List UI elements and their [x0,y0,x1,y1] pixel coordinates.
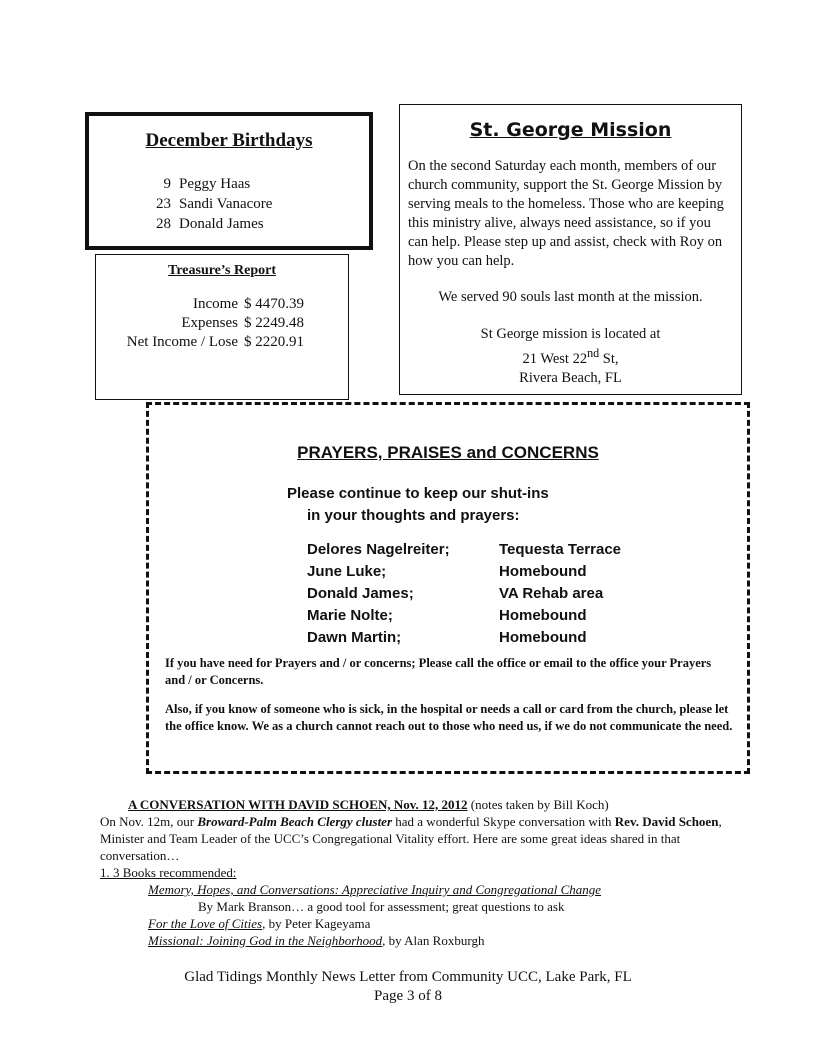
book-entry [100,932,740,949]
mission-location-line1: St George mission is located at [480,326,661,342]
birthdays-title: December Birthdays [145,130,313,151]
conversation-heading: A CONVERSATION WITH DAVID SCHOEN, Nov. 12, 2012 [128,797,468,812]
shut-in-name: Delores Nagelreiter; [307,541,450,558]
birthday-name: Peggy Haas [179,176,251,192]
treasure-report-title: Treasure’s Report [168,263,276,278]
conversation-section [100,796,740,949]
newsletter-name: Glad Tidings Monthly News Letter from Community UCC, Lake Park, FL [184,969,632,985]
birthday-entry [145,194,272,214]
prayers-note-sick: Also, if you know of someone who is sick, in the hospital or needs a call or card from the church, please let the office know. We as a church cannot reach out to those who need us, if we do not communicate the need. [165,702,733,733]
prayers-box [146,402,750,774]
conversation-intro [100,813,740,864]
treasure-value: $ 2220.91 [244,334,304,350]
book-author: , by Peter Kageyama [262,916,371,931]
intro-text: On Nov. 12m, our [100,814,198,829]
book-author: , by Alan Roxburgh [382,933,485,948]
shut-in-row [307,539,621,561]
birthday-day: 9 [163,176,171,192]
prayers-note-contact: If you have need for Prayers and / or concerns; Please call the office or email to the office your Prayers and / or Concerns. [165,656,712,687]
mission-address-suffix: St, [599,350,619,367]
shut-in-row [307,583,621,605]
birthday-entry [145,214,272,234]
birthday-day: 28 [156,216,171,232]
treasure-label: Income [193,296,238,312]
mission-address-sup: nd [587,346,600,360]
page-number: Page 3 of 8 [374,988,442,1004]
mission-title: St. George Mission [469,119,672,141]
shut-in-place: Tequesta Terrace [499,541,621,558]
mission-location-line2 [400,344,741,369]
intro-text: had a wonderful Skype conversation with [392,814,615,829]
clergy-cluster: Broward-Palm Beach Clergy cluster [197,814,393,829]
mission-paragraph: On the second Saturday each month, members of our church community, support the St. George Mission by serving meals to the homeless. Those who are keeping this ministry alive, always need assistance, so if you can help. Please step up and assist, check with Roy on how you can help. [408,158,724,269]
mission-address-street: 21 West 22 [522,350,588,367]
treasure-report-rows [106,295,304,352]
mission-location-line3: Rivera Beach, FL [519,369,622,386]
books-list-heading: 1. 3 Books recommended: [100,865,237,880]
birthday-name: Donald James [179,216,264,232]
treasure-value: $ 4470.39 [244,296,304,312]
treasure-value: $ 2249.48 [244,315,304,331]
prayers-subtitle-line1: Please continue to keep our shut-ins [287,485,549,502]
shut-in-row [307,627,621,649]
book-title: Memory, Hopes, and Conversations: Appreciative Inquiry and Congregational Change [148,882,602,897]
shut-in-place: Homebound [499,629,587,646]
shut-in-row [307,605,621,627]
shut-ins-list [307,539,621,649]
birthdays-list [145,174,272,234]
birthday-name: Sandi Vanacore [179,196,273,212]
intro-text: , Minister and Team Leader of the UCC’s Congregational Vitality effort. Here are some great ideas shared in that conversation… [100,814,722,863]
prayers-title: PRAYERS, PRAISES and CONCERNS [297,443,599,462]
shut-in-name: Dawn Martin; [307,629,402,646]
mission-box [399,104,742,395]
treasure-label: Net Income / Lose [126,334,238,350]
book-title: Missional: Joining God in the Neighborhood [148,933,383,948]
shut-in-place: Homebound [499,607,587,624]
mission-served: We served 90 souls last month at the mission. [438,289,703,305]
book-title: For the Love of Cities [148,916,263,931]
prayers-subtitle-line2: in your thoughts and prayers: [307,507,520,524]
birthday-entry [145,174,272,194]
conversation-heading-row [100,796,740,813]
treasure-label: Expenses [181,315,238,331]
conversation-heading-note: (notes taken by Bill Koch) [470,797,609,812]
treasure-row [106,314,304,333]
treasure-row [106,295,304,314]
shut-in-place: VA Rehab area [499,585,604,602]
shut-in-name: June Luke; [307,563,387,580]
prayers-subtitle [287,483,549,527]
birthdays-box [85,112,373,250]
page-footer [0,968,816,1006]
treasure-row [106,333,304,352]
shut-in-row [307,561,621,583]
book-entry [100,915,740,932]
shut-in-place: Homebound [499,563,587,580]
shut-in-name: Marie Nolte; [307,607,393,624]
rev-name: Rev. David Schoen [614,814,719,829]
shut-in-name: Donald James; [307,585,414,602]
birthday-day: 23 [156,196,171,212]
mission-location [400,325,741,388]
book-byline: By Mark Branson… a good tool for assessment; great questions to ask [198,899,565,914]
treasure-report-box [95,254,349,400]
